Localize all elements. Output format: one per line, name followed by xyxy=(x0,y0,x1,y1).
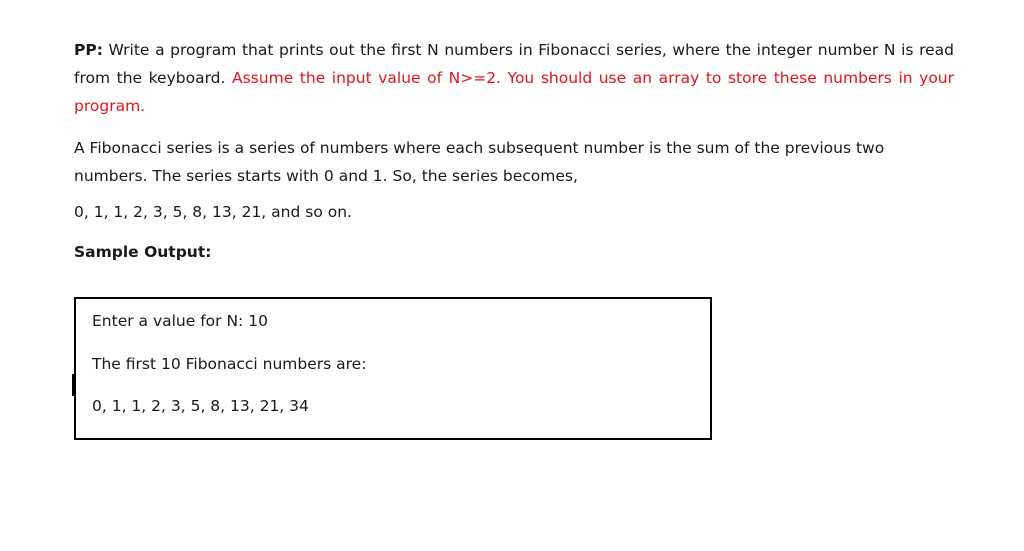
sample-output-heading: Sample Output: xyxy=(74,243,212,261)
output-line-heading: The first 10 Fibonacci numbers are: xyxy=(92,355,367,373)
output-line-prompt: Enter a value for N: 10 xyxy=(92,312,268,330)
fibonacci-description: A Fibonacci series is a series of numbers where each subsequent number is the sum of the previous two numbers. The series starts with 0 and 1. So, the series becomes, xyxy=(74,139,885,185)
problem-emphasis: Assume the input value of N>=2. You should use an array to store these numbers in your program. xyxy=(74,69,954,115)
series-example: 0, 1, 1, 2, 3, 5, 8, 13, 21, and so on. xyxy=(74,203,352,221)
output-line-series: 0, 1, 1, 2, 3, 5, 8, 13, 21, 34 xyxy=(92,397,309,415)
problem-label: PP: xyxy=(74,41,103,59)
document-body xyxy=(74,36,954,262)
problem-statement xyxy=(74,36,954,120)
sample-output-box xyxy=(74,297,712,440)
problem-text: Write a program that prints out the first N numbers in Fibonacci series, where the integer number N is read from the keyboard. xyxy=(74,41,954,87)
